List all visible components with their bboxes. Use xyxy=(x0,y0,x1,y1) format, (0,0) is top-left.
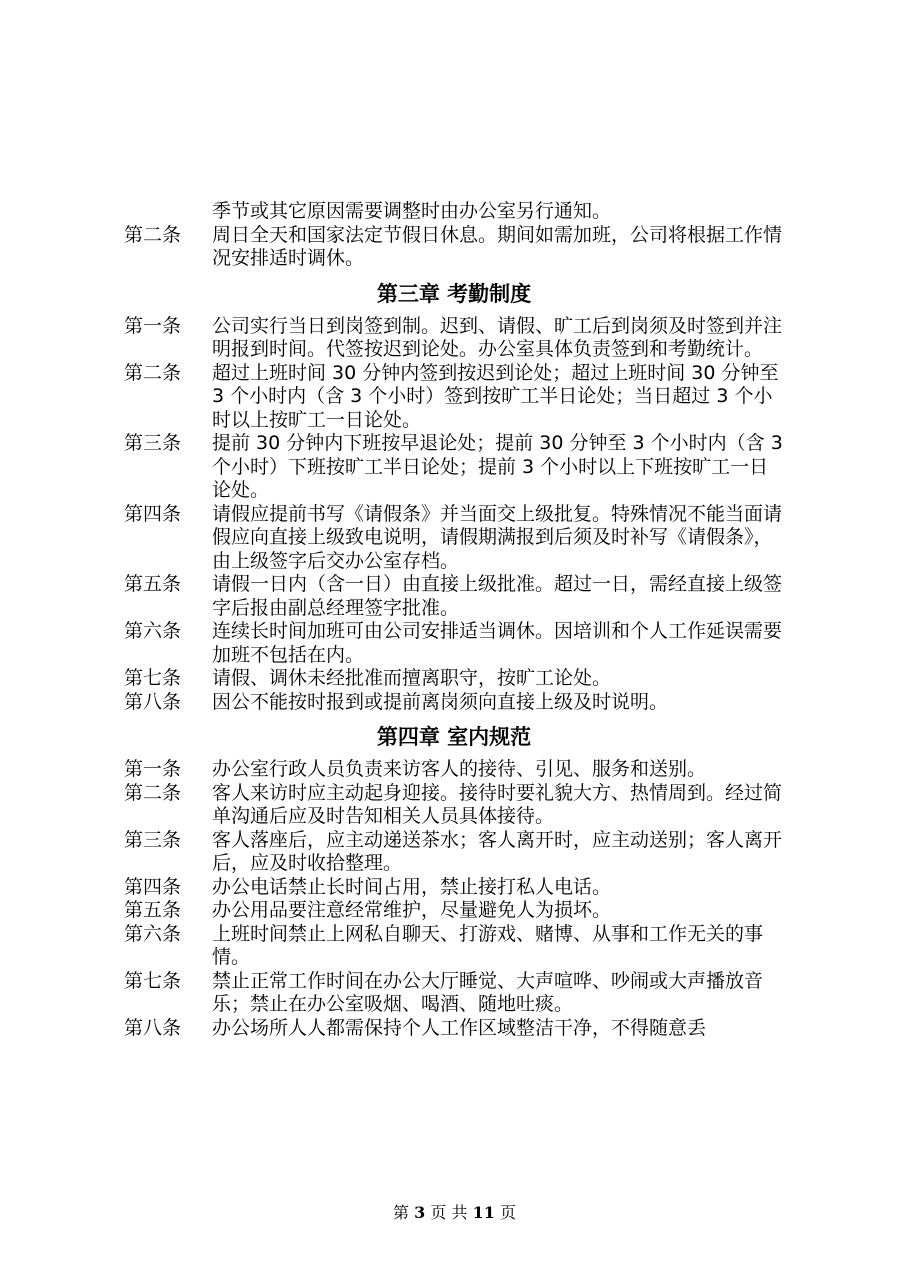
article xyxy=(124,224,784,271)
article xyxy=(124,691,784,715)
article xyxy=(124,620,784,667)
article xyxy=(124,667,784,691)
continuation-text: 季节或其它原因需要调整时由办公室另行通知。 xyxy=(212,200,612,222)
article-text: 因公不能按时报到或提前离岗须向直接上级及时说明。 xyxy=(212,690,669,713)
article-text: 禁止正常工作时间在办公大厅睡觉、大声喧哗、吵闹或大声播放音乐；禁止在办公室吸烟、喝酒、随地吐痰。 xyxy=(212,969,764,1015)
article-label: 第三条 xyxy=(124,828,182,851)
article-label: 第二条 xyxy=(124,781,182,804)
article xyxy=(124,503,784,574)
article-text: 办公室行政人员负责来访客人的接待、引见、服务和送别。 xyxy=(212,758,707,780)
footer-prefix: 第 xyxy=(393,1203,410,1222)
page-footer xyxy=(0,1200,909,1223)
article-text: 周日全天和国家法定节假日休息。期间如需加班，公司将根据工作情况安排适时调休。 xyxy=(212,223,783,269)
article-label: 第五条 xyxy=(124,573,182,595)
article-label: 第七条 xyxy=(124,969,182,992)
article-label: 第六条 xyxy=(124,922,182,945)
article-label: 第四条 xyxy=(124,875,182,898)
total-page-count: 11 xyxy=(472,1203,495,1222)
article xyxy=(124,970,784,1017)
chapter-3-title: 第三章 考勤制度 xyxy=(376,281,532,306)
chapter-4-title: 第四章 室内规范 xyxy=(376,725,532,749)
article-text: 连续长时间加班可由公司安排适当调休。因培训和个人工作延误需要加班不包括在内。 xyxy=(212,620,783,666)
article-label: 第八条 xyxy=(124,1016,182,1039)
article xyxy=(124,923,784,970)
article-text: 提前 30 分钟内下班按早退论处；提前 30 分钟至 3 个小时内（含 3 个小时）下班按旷工半日论处；提前 3 个小时以上下班按旷工一日论处。 xyxy=(212,432,783,501)
article-text: 办公场所人人都需保持个人工作区域整洁干净，不得随意丢 xyxy=(212,1016,707,1039)
article-label: 第三条 xyxy=(124,432,182,454)
footer-suffix: 页 xyxy=(499,1203,516,1222)
article-label: 第七条 xyxy=(124,667,182,689)
current-page-number: 3 xyxy=(414,1203,426,1222)
article-label: 第四条 xyxy=(124,502,182,525)
article-label: 第六条 xyxy=(124,620,182,642)
article-label: 第一条 xyxy=(124,758,182,780)
article-label: 第八条 xyxy=(124,690,182,713)
article-text: 超过上班时间 30 分钟内签到按迟到论处；超过上班时间 30 分钟至 3 个小时内（含 3 个小时）签到按旷工半日论处；当日超过 3 个小时以上按旷工一日论处。 xyxy=(212,361,779,431)
document-content xyxy=(124,200,784,1040)
article-text: 客人落座后，应主动递送茶水；客人离开时，应主动送别；客人离开后，应及时收拾整理。 xyxy=(212,828,783,874)
article xyxy=(124,876,784,900)
article-text: 请假一日内（含一日）由直接上级批准。超过一日，需经直接上级签字后报由副总经理签字批准。 xyxy=(212,573,783,619)
article-label: 第一条 xyxy=(124,314,182,337)
article-label: 第二条 xyxy=(124,223,182,246)
article-text: 上班时间禁止上网私自聊天、打游戏、赌博、从事和工作无关的事情。 xyxy=(212,922,764,968)
article-text: 请假应提前书写《请假条》并当面交上级批复。特殊情况不能当面请假应向直接上级致电说明，请假期满报到后须及时补写《请假条》，由上级签字后交办公室存档。 xyxy=(212,502,783,572)
article xyxy=(124,899,784,923)
article-text: 办公用品要注意经常维护，尽量避免人为损坏。 xyxy=(212,899,612,921)
article xyxy=(124,573,784,620)
article xyxy=(124,362,784,433)
article-text: 客人来访时应主动起身迎接。接待时要礼貌大方、热情周到。经过简单沟通后应及时告知相关人员具体接待。 xyxy=(212,781,783,827)
article-label: 第五条 xyxy=(124,899,182,921)
article-label: 第二条 xyxy=(124,361,182,384)
article xyxy=(124,432,784,503)
footer-middle: 页 共 xyxy=(430,1203,468,1222)
article-text: 请假、调休未经批准而擅离职守，按旷工论处。 xyxy=(212,667,612,689)
article xyxy=(124,829,784,876)
article-text: 公司实行当日到岗签到制。迟到、请假、旷工后到岗须及时签到并注明报到时间。代签按迟到论处。办公室具体负责签到和考勤统计。 xyxy=(212,314,783,360)
article xyxy=(124,758,784,782)
article xyxy=(124,315,784,362)
article xyxy=(124,782,784,829)
article-text: 办公电话禁止长时间占用，禁止接打私人电话。 xyxy=(212,875,612,898)
article xyxy=(124,1017,784,1041)
